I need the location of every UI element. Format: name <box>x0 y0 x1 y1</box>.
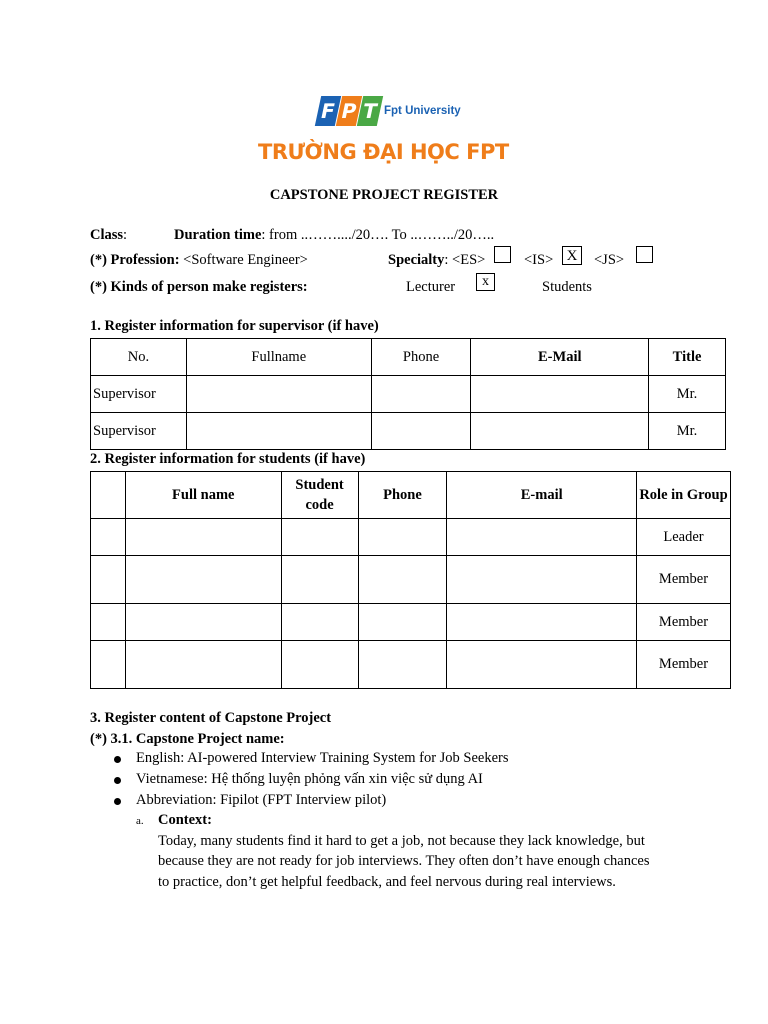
bullet-dot <box>114 798 121 805</box>
table-row <box>91 519 731 556</box>
col-email: E-mail <box>447 472 637 519</box>
project-name-heading <box>90 731 285 748</box>
kinds-label-text: (*) Kinds of person make registers: <box>90 279 308 295</box>
student-code-cell[interactable] <box>281 604 358 641</box>
student-phone-cell[interactable] <box>358 604 447 641</box>
lecturer-checkbox[interactable]: x <box>476 273 495 291</box>
context-line: to practice, don’t get helpful feedback, and feel nervous during real interviews. <box>158 874 616 890</box>
duration-field <box>174 227 494 244</box>
student-role: Leader <box>636 519 730 556</box>
class-colon: : <box>123 227 128 243</box>
specialty-es-checkbox[interactable] <box>494 246 511 263</box>
student-name-cell[interactable] <box>125 604 281 641</box>
students-table <box>90 471 731 689</box>
profession-field <box>90 252 308 269</box>
school-name: TRƯỜNG ĐẠI HỌC FPT <box>258 140 509 164</box>
supervisor-phone-cell[interactable] <box>371 376 471 413</box>
supervisor-fullname-cell[interactable] <box>186 376 371 413</box>
logo-letter-t: T <box>357 96 383 126</box>
project-name-english: English: AI-powered Interview Training System for Job Seekers <box>136 750 509 766</box>
students-section-heading <box>90 451 365 468</box>
student-email-cell[interactable] <box>447 519 637 556</box>
col-email: E-Mail <box>471 339 649 376</box>
student-code-cell[interactable] <box>281 556 358 604</box>
logo-letter-f: F <box>315 96 341 126</box>
supervisor-email-cell[interactable] <box>471 413 649 450</box>
student-index-cell[interactable] <box>91 519 126 556</box>
student-name-cell[interactable] <box>125 519 281 556</box>
supervisor-heading-text: 1. Register information for supervisor (if have) <box>90 318 379 334</box>
student-index-cell[interactable] <box>91 556 126 604</box>
lecturer-label: Lecturer <box>406 279 456 295</box>
student-email-cell[interactable] <box>447 604 637 641</box>
student-email-cell[interactable] <box>447 556 637 604</box>
student-code-cell[interactable] <box>281 519 358 556</box>
col-fullname: Fullname <box>186 339 371 376</box>
profession-label: (*) Profession: <box>90 252 180 268</box>
col-phone: Phone <box>371 339 471 376</box>
kinds-label <box>90 279 308 296</box>
logo-letter-p: P <box>336 96 362 126</box>
context-heading-text: Context: <box>158 812 212 828</box>
specialty-es-label: : <ES> <box>444 252 486 268</box>
table-row <box>91 413 726 450</box>
col-title: Title <box>649 339 726 376</box>
supervisor-header-row <box>91 339 726 376</box>
table-row <box>91 376 726 413</box>
context-marker: a. <box>136 815 144 827</box>
table-row <box>91 641 731 689</box>
student-role: Member <box>636 556 730 604</box>
specialty-is-label: <IS> <box>524 252 554 268</box>
project-abbreviation: Abbreviation: Fipilot (FPT Interview pilot) <box>136 792 387 808</box>
students-label: Students <box>542 279 592 295</box>
content-section-heading <box>90 710 331 727</box>
student-phone-cell[interactable] <box>358 641 447 689</box>
student-name-cell[interactable] <box>125 556 281 604</box>
col-student-code: Student code <box>281 472 358 519</box>
student-index-cell[interactable] <box>91 604 126 641</box>
supervisor-title: Mr. <box>649 413 726 450</box>
bullet-dot <box>114 777 121 784</box>
student-email-cell[interactable] <box>447 641 637 689</box>
content-heading-text: 3. Register content of Capstone Project <box>90 710 332 726</box>
student-phone-cell[interactable] <box>358 519 447 556</box>
col-role: Role in Group <box>636 472 730 519</box>
logo-university-text: Fpt University <box>384 105 461 117</box>
supervisor-title: Mr. <box>649 376 726 413</box>
supervisor-phone-cell[interactable] <box>371 413 471 450</box>
student-role: Member <box>636 604 730 641</box>
duration-label: Duration time <box>174 227 262 243</box>
specialty-is-checkbox[interactable]: X <box>562 246 582 265</box>
col-phone: Phone <box>358 472 447 519</box>
table-row <box>91 556 731 604</box>
supervisor-section-heading <box>90 318 379 335</box>
specialty-js-label: <JS> <box>594 252 625 268</box>
student-role: Member <box>636 641 730 689</box>
duration-value: : from ..……..../20…. To ..……../20….. <box>261 227 495 243</box>
specialty-label: Specialty <box>388 252 445 268</box>
supervisor-no: Supervisor <box>91 413 187 450</box>
students-heading-text: 2. Register information for students (if have) <box>90 451 366 467</box>
document-title: CAPSTONE PROJECT REGISTER <box>269 187 499 203</box>
student-index-cell[interactable] <box>91 641 126 689</box>
student-code-cell[interactable] <box>281 641 358 689</box>
student-name-cell[interactable] <box>125 641 281 689</box>
project-name-vietnamese: Vietnamese: Hệ thống luyện phỏng vấn xin việc sử dụng AI <box>136 771 483 787</box>
class-label: Class <box>90 227 124 243</box>
supervisor-email-cell[interactable] <box>471 376 649 413</box>
supervisor-no: Supervisor <box>91 376 187 413</box>
table-row <box>91 604 731 641</box>
specialty-js-checkbox[interactable] <box>636 246 653 263</box>
supervisor-fullname-cell[interactable] <box>186 413 371 450</box>
project-name-heading-text: (*) 3.1. Capstone Project name: <box>90 731 285 747</box>
col-no: No. <box>91 339 187 376</box>
students-header-row <box>91 472 731 519</box>
col-index <box>91 472 126 519</box>
col-full-name: Full name <box>125 472 281 519</box>
profession-value: <Software Engineer> <box>183 252 308 268</box>
student-phone-cell[interactable] <box>358 556 447 604</box>
context-line: because they are not ready for job interviews. They often don’t have enough chances <box>158 853 650 869</box>
bullet-dot <box>114 756 121 763</box>
class-field <box>90 227 127 244</box>
specialty-field <box>388 252 485 269</box>
context-heading <box>158 812 212 829</box>
supervisor-table <box>90 338 726 450</box>
context-line: Today, many students find it hard to get a job, not because they lack knowledge, but <box>158 833 645 849</box>
